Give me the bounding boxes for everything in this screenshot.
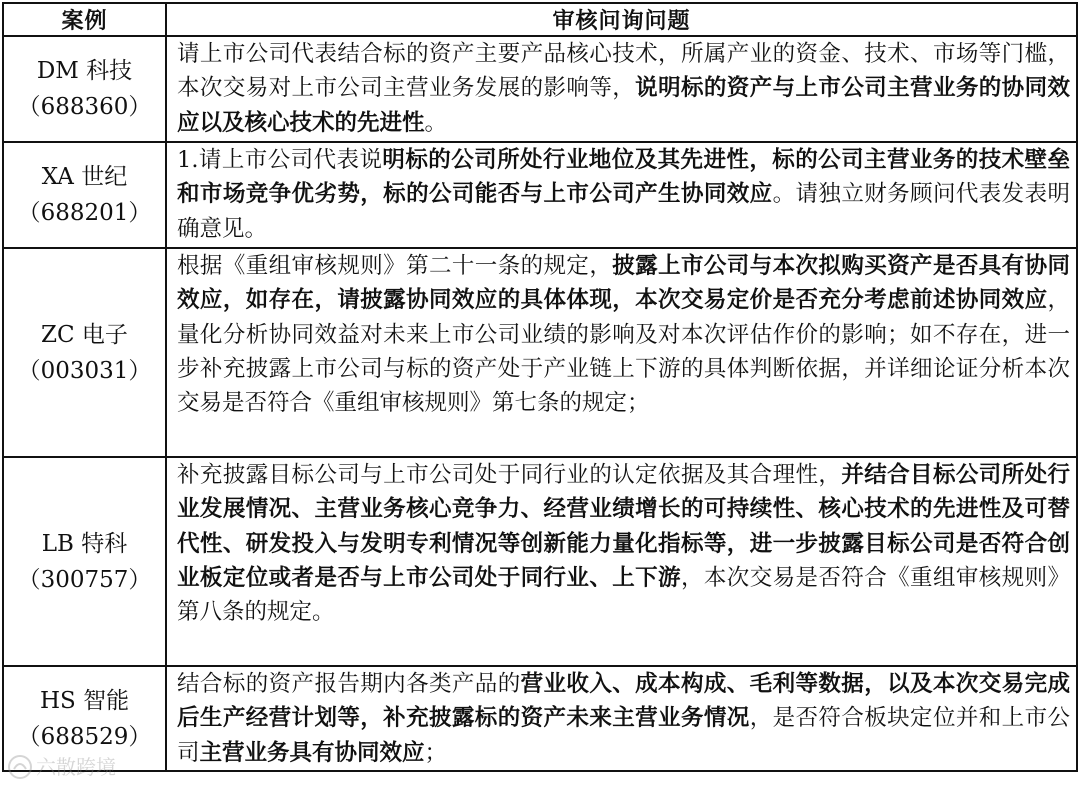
- question-text-bold: 明标的公司所处行业地位及其先进性，标的公司主营业务的技术壁垒和市场竞争优劣势，标的公司能否与上市公司产生协同效应: [177, 147, 1070, 208]
- table-row: [3, 666, 1077, 771]
- question-cell: [166, 248, 1077, 457]
- case-cell: [3, 142, 166, 248]
- case-cell: [3, 457, 166, 666]
- watermark-logo-icon: [6, 752, 146, 782]
- question-cell: [166, 666, 1077, 771]
- case-name: HS 智能: [39, 687, 130, 714]
- header-case: 案例: [3, 3, 166, 36]
- question-text: ，是否符合板块定位并和上市公司: [177, 705, 1070, 766]
- watermark-text: 六散跨境: [36, 755, 116, 779]
- question-text-bold: 营业收入、成本构成、毛利等数据，以及本次交易完成后生产经营计划等，补充披露标的资产未来主营业务情况: [177, 671, 1070, 732]
- case-cell: [3, 248, 166, 457]
- question-text: 根据《重组审核规则》第二十一条的规定，: [177, 253, 613, 279]
- case-name: DM 科技: [36, 58, 133, 84]
- case-code: （688201）: [17, 200, 152, 226]
- case-code: （003031）: [17, 357, 152, 384]
- case-name: XA 世纪: [41, 164, 128, 190]
- question-cell: [166, 457, 1077, 666]
- case-code: （300757）: [17, 566, 152, 593]
- table-row: [3, 457, 1077, 666]
- header-question: 审核问询问题: [166, 3, 1077, 36]
- question-text: 补充披露目标公司与上市公司处于同行业的认定依据及其合理性，: [177, 462, 842, 488]
- question-cell: [166, 142, 1077, 248]
- question-text: 。: [424, 109, 448, 136]
- question-text: ；: [424, 739, 448, 766]
- question-text: 1.请上市公司代表说: [177, 147, 383, 173]
- table-row: [3, 36, 1077, 142]
- question-text-bold: 主营业务具有协同效应: [199, 739, 425, 766]
- case-code: （688360）: [17, 94, 152, 120]
- review-table: [2, 2, 1078, 772]
- case-name: ZC 电子: [41, 321, 128, 348]
- question-text: 。请独立财务顾问代表发表明确意见。: [177, 181, 1070, 242]
- question-text: ，本次交易是否符合《重组审核规则》第八条的规定。: [177, 564, 1070, 626]
- question-text: 请上市公司代表结合标的资产主要产品核心技术，所属产业的资金、技术、市场等门槛，本次交易对上市公司主营业务发展的影响等，: [177, 41, 1070, 102]
- case-code: （688529）: [17, 723, 152, 750]
- case-cell: [3, 36, 166, 142]
- question-text: 结合标的资产报告期内各类产品的: [177, 671, 521, 697]
- question-text-bold: 说明标的资产与上市公司主营业务的协同效应以及核心技术的先进性: [177, 75, 1070, 136]
- question-text-bold: 披露上市公司与本次拟购买资产是否具有协同效应，如存在，请披露协同效应的具体体现，本次交易定价是否充分考虑前述协同效应: [177, 253, 1070, 314]
- header-row: [3, 3, 1077, 36]
- question-text-bold: 并结合目标公司所处行业发展情况、主营业务核心竞争力、经营业绩增长的可持续性、核心技术的先进性及可替代性、研发投入与发明专利情况等创新能力量化指标等，进一步披露目标公司是否符合创业板定位或者是否与上市公司处于同行业、上下游: [177, 462, 1070, 591]
- table-row: [3, 248, 1077, 457]
- question-text: ，量化分析协同效益对未来上市公司业绩的影响及对本次评估作价的影响；如不存在，进一步补充披露上市公司与标的资产处于产业链上下游的具体判断依据，并详细论证分析本次交易是否符合《重组审核规则》第七条的规定；: [177, 287, 1070, 417]
- table-row: [3, 142, 1077, 248]
- case-name: LB 特科: [41, 530, 128, 557]
- watermark: [6, 752, 146, 782]
- question-cell: [166, 36, 1077, 142]
